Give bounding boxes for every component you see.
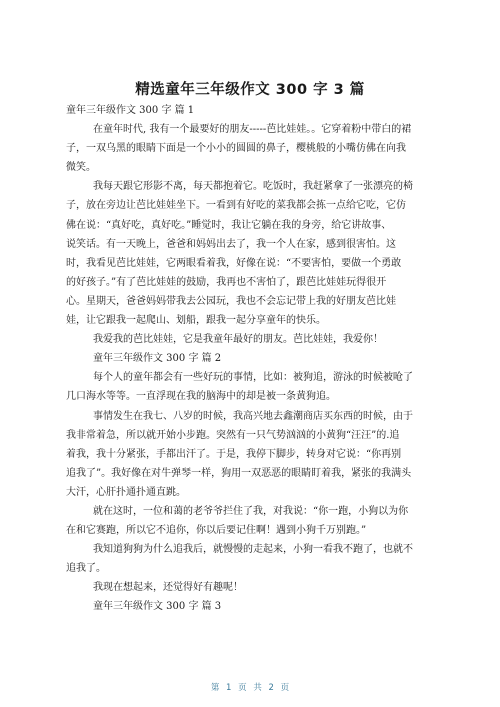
paragraph-line: 我爱我的芭比娃娃，它是我童年最好的朋友。芭比娃娃，我爱你！ — [93, 334, 383, 346]
page-footer: 第 1 页 共 2 页 — [210, 683, 290, 693]
paragraph-line: 事情发生在我七、八岁的时候，我高兴地去鑫潮商店买东西的时候，由于 — [93, 410, 413, 422]
paragraph-line: 着我，我十分紧张，手都出汗了。于是，我停下脚步，转身对它说：“你再别 — [66, 448, 402, 460]
paragraph-line: 就在这时，一位和蔼的老爷爷拦住了我，对我说：“你一跑，小狗以为你 — [93, 505, 409, 517]
paragraph-line: 追我了。 — [66, 563, 106, 575]
paragraph-line: 时，我看见芭比娃娃，它两眼看着我，好像在说：“不要害怕，要做一个勇敢 — [66, 257, 402, 269]
paragraph-line: 几口海水等等。一直浮现在我的脑海中的却是被一条黄狗追。 — [66, 391, 336, 403]
paragraph-line: 娃，让它跟我一起爬山、划船，跟我一起分享童年的快乐。 — [66, 315, 326, 327]
section-heading: 童年三年级作文 300 字 篇 2 — [93, 353, 222, 365]
paragraph-line: 子，放在旁边让芭比娃娃坐下。一看到有好吃的菜我都会拣一点给它吃，它仿 — [66, 200, 406, 212]
paragraph-line: 佛在说：“真好吃，真好吃。”睡觉时，我让它躺在我的身旁，给它讲故事、 — [66, 219, 392, 231]
section-heading: 童年三年级作文 300 字 篇 3 — [93, 601, 222, 613]
paragraph-line: 在和它赛跑，所以它不追你，你以后要记住啊！遇到小狗千万别跑。” — [66, 525, 367, 537]
paragraph-line: 每个人的童年都会有一些好玩的事情，比如：被狗追，游泳的时候被呛了 — [93, 372, 413, 384]
document-body — [66, 101, 436, 617]
paragraph-line: 子，一双乌黑的眼睛下面是一个小小的圆圆的鼻子，樱桃般的小嘴仿佛在向我 — [66, 143, 406, 155]
paragraph-line: 我知道狗狗为什么追我后，就慢慢的走起来，小狗一看我不跑了，也就不 — [93, 544, 413, 556]
document-title: 精选童年三年级作文 300 字 3 篇 — [135, 82, 365, 98]
paragraph-line: 我现在想起来，还觉得好有趣呢！ — [93, 582, 243, 594]
paragraph-line: 在童年时代, 我有一个最要好的朋友-----芭比娃娃。。它穿着粉中带白的裙 — [93, 124, 412, 136]
paragraph-line: 大汗，心肝扑通扑通直跳。 — [66, 486, 186, 498]
paragraph-line: 微笑。 — [66, 162, 96, 174]
paragraph-line: 我非常着急，所以就开始小步跑。突然有一只气势汹汹的小黄狗“汪汪”的.追 — [66, 429, 400, 441]
paragraph-line: 我每天跟它形影不离，每天都抱着它。吃饭时，我赶紧拿了一张漂亮的椅 — [93, 181, 413, 193]
paragraph-line: 的好孩子。”有了芭比娃娃的鼓励，我再也不害怕了，跟芭比娃娃玩得很开 — [66, 276, 387, 288]
paragraph-line: 追我了”。我好像在对牛弹琴一样，狗用一双恶恶的眼睛盯着我，紧张的我满头 — [66, 467, 412, 479]
section-heading: 童年三年级作文 300 字 篇 1 — [66, 105, 195, 116]
paragraph-line: 说笑话。有一天晚上，爸爸和妈妈出去了，我一个人在家，感到很害怕。这 — [66, 238, 396, 250]
paragraph-line: 心。星期天，爸爸妈妈带我去公园玩，我也不会忘记带上我的好朋友芭比娃 — [66, 295, 396, 307]
